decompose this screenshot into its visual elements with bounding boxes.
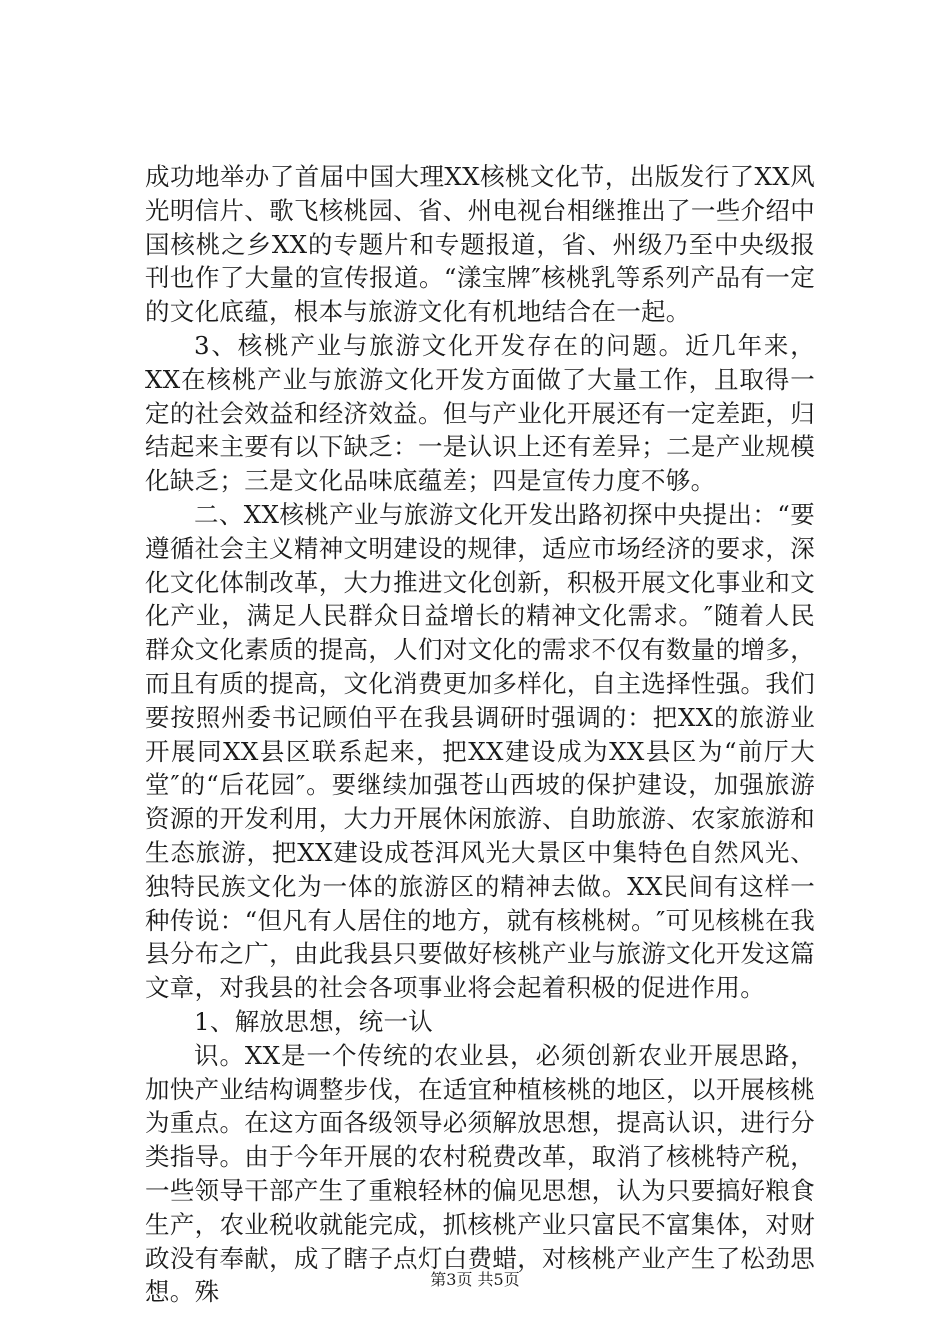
paragraph-3: 二、XX核桃产业与旅游文化开发出路初探中央提出：“要遵循社会主义精神文明建设的规律，适应市场经济的要求，深化文化体制改革，大力推进文化创新，积极开展文化事业和文化产业，满足人民群众日益增长的精神文化需求。″随着人民群众文化素质的提高，人们对文化的需求不仅有数量的增多，而且有质的提高，文化消费更加多样化，自主选择性强。我们要按照州委书记顾伯平在我县调研时强调的：把XX的旅游业开展同XX县区联系起来，把XX建设成为XX县区为“前厅大堂″的“后花园″。要继续加强苍山西坡的保护建设，加强旅游资源的开发利用，大力开展休闲旅游、自助旅游、农家旅游和生态旅游，把XX建设成苍洱风光大景区中集特色自然风光、独特民族文化为一体的旅游区的精神去做。XX民间有这样一种传说：“但凡有人居住的地方，就有核桃树。″可见核桃在我县分布之广，由此我县只要做好核桃产业与旅游文化开发这篇文章，对我县的社会各项事业将会起着积极的促进作用。	[145, 499, 815, 1003]
document-body	[145, 160, 815, 1309]
page-footer	[0, 1270, 950, 1290]
paragraph-4: 1、解放思想，统一认	[194, 1006, 434, 1036]
paragraph-5: 识。XX是一个传统的农业县，必须创新农业开展思路，加快产业结构调整步伐，在适宜种植核桃的地区，以开展核桃为重点。在这方面各级领导必须解放思想，提高认识，进行分类指导。由于今年开展的农村税费改革，取消了核桃特产税，一些领导干部产生了重粮轻林的偏见思想，认为只要搞好粮食生产，农业税收就能完成，抓核桃产业只富民不富集体，对财政没有奉献，成了瞎子点灯白费蜡，对核桃产业产生了松劲思想。殊	[145, 1040, 815, 1307]
paragraph-2: 3、核桃产业与旅游文化开发存在的问题。近几年来，XX在核桃产业与旅游文化开发方面做了大量工作，且取得一定的社会效益和经济效益。但与产业化开展还有一定差距，归结起来主要有以下缺乏：一是认识上还有差异；二是产业规模化缺乏；三是文化品味底蕴差；四是宣传力度不够。	[145, 330, 815, 496]
paragraph-1: 成功地举办了首届中国大理XX核桃文化节，出版发行了XX风光明信片、歌飞核桃园、省、州电视台相继推出了一些介绍中国核桃之乡XX的专题片和专题报道，省、州级乃至中央级报刊也作了大量的宣传报道。“漾宝牌″核桃乳等系列产品有一定的文化底蕴，根本与旅游文化有机地结合在一起。	[145, 162, 815, 327]
page-number-label: 第3页 共5页	[430, 1270, 520, 1289]
